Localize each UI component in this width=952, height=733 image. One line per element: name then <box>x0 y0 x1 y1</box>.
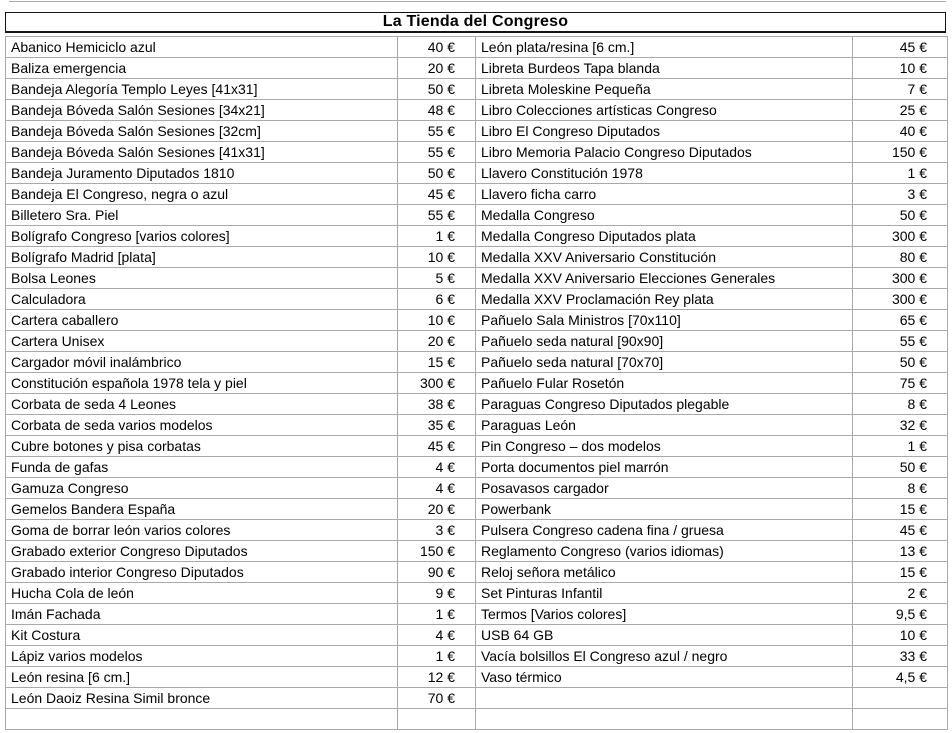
item-name-cell: Hucha Cola de león <box>6 583 398 604</box>
item-price-cell: 3 € <box>853 184 948 205</box>
table-row <box>6 520 948 541</box>
item-price-cell: 50 € <box>853 205 948 226</box>
table-row <box>6 541 948 562</box>
item-name-cell: Paraguas León <box>476 415 853 436</box>
item-name-cell: USB 64 GB <box>476 625 853 646</box>
item-price-cell: 4,5 € <box>853 667 948 688</box>
table-row <box>6 373 948 394</box>
item-name-cell <box>6 709 398 730</box>
item-price-cell: 35 € <box>398 415 476 436</box>
item-price-cell: 1 € <box>398 646 476 667</box>
table-row <box>6 268 948 289</box>
item-price-cell: 4 € <box>398 625 476 646</box>
item-price-cell: 300 € <box>853 226 948 247</box>
table-row <box>6 688 948 709</box>
table-row <box>6 310 948 331</box>
table-row <box>6 79 948 100</box>
item-price-cell: 65 € <box>853 310 948 331</box>
item-price-cell: 20 € <box>398 499 476 520</box>
table-row <box>6 499 948 520</box>
table-row <box>6 247 948 268</box>
item-price-cell: 45 € <box>398 184 476 205</box>
table-row <box>6 436 948 457</box>
item-name-cell: Bandeja Bóveda Salón Sesiones [32cm] <box>6 121 398 142</box>
item-name-cell: Medalla Congreso Diputados plata <box>476 226 853 247</box>
item-price-cell: 40 € <box>398 37 476 58</box>
item-price-cell: 45 € <box>398 436 476 457</box>
item-price-cell: 9,5 € <box>853 604 948 625</box>
item-price-cell: 50 € <box>398 163 476 184</box>
item-name-cell: Pañuelo Sala Ministros [70x110] <box>476 310 853 331</box>
item-name-cell: Reloj señora metálico <box>476 562 853 583</box>
item-name-cell: Pin Congreso – dos modelos <box>476 436 853 457</box>
table-row <box>6 394 948 415</box>
item-name-cell: Constitución española 1978 tela y piel <box>6 373 398 394</box>
item-name-cell: Corbata de seda 4 Leones <box>6 394 398 415</box>
item-price-cell <box>398 709 476 730</box>
table-row <box>6 625 948 646</box>
item-price-cell: 38 € <box>398 394 476 415</box>
item-name-cell: Funda de gafas <box>6 457 398 478</box>
table-row <box>6 184 948 205</box>
item-name-cell: Bandeja Bóveda Salón Sesiones [34x21] <box>6 100 398 121</box>
item-name-cell: Corbata de seda varios modelos <box>6 415 398 436</box>
item-price-cell: 150 € <box>853 142 948 163</box>
item-name-cell: Lápiz varios modelos <box>6 646 398 667</box>
price-table-body <box>6 37 948 730</box>
item-price-cell: 300 € <box>398 373 476 394</box>
item-name-cell: Llavero Constitución 1978 <box>476 163 853 184</box>
item-price-cell: 15 € <box>398 352 476 373</box>
item-price-cell: 10 € <box>398 247 476 268</box>
item-name-cell: Pañuelo Fular Rosetón <box>476 373 853 394</box>
table-row <box>6 604 948 625</box>
item-name-cell: Vaso térmico <box>476 667 853 688</box>
table-row <box>6 583 948 604</box>
item-name-cell: Pañuelo seda natural [70x70] <box>476 352 853 373</box>
item-price-cell: 33 € <box>853 646 948 667</box>
item-name-cell: Bandeja Alegoría Templo Leyes [41x31] <box>6 79 398 100</box>
item-price-cell <box>853 688 948 709</box>
item-name-cell: Gemelos Bandera España <box>6 499 398 520</box>
item-name-cell: Termos [Varios colores] <box>476 604 853 625</box>
table-row <box>6 709 948 730</box>
table-row <box>6 415 948 436</box>
item-price-cell: 4 € <box>398 457 476 478</box>
item-price-cell: 48 € <box>398 100 476 121</box>
item-name-cell: Cargador móvil inalámbrico <box>6 352 398 373</box>
item-name-cell: Bolígrafo Madrid [plata] <box>6 247 398 268</box>
item-name-cell: Baliza emergencia <box>6 58 398 79</box>
item-name-cell: Libreta Burdeos Tapa blanda <box>476 58 853 79</box>
item-price-cell: 50 € <box>853 457 948 478</box>
item-name-cell: Cubre botones y pisa corbatas <box>6 436 398 457</box>
item-name-cell: Cartera Unisex <box>6 331 398 352</box>
item-price-cell: 13 € <box>853 541 948 562</box>
item-price-cell: 45 € <box>853 520 948 541</box>
item-name-cell: León resina [6 cm.] <box>6 667 398 688</box>
item-price-cell: 20 € <box>398 58 476 79</box>
item-name-cell: Reglamento Congreso (varios idiomas) <box>476 541 853 562</box>
table-row <box>6 352 948 373</box>
item-name-cell: Powerbank <box>476 499 853 520</box>
item-price-cell: 1 € <box>853 436 948 457</box>
item-name-cell: Bolsa Leones <box>6 268 398 289</box>
item-name-cell: Goma de borrar león varios colores <box>6 520 398 541</box>
item-name-cell: Grabado interior Congreso Diputados <box>6 562 398 583</box>
item-price-cell: 80 € <box>853 247 948 268</box>
item-name-cell: Medalla XXV Aniversario Constitución <box>476 247 853 268</box>
price-table <box>5 36 948 730</box>
item-price-cell: 10 € <box>853 58 948 79</box>
item-price-cell: 70 € <box>398 688 476 709</box>
item-name-cell: Medalla Congreso <box>476 205 853 226</box>
item-price-cell: 3 € <box>398 520 476 541</box>
item-name-cell <box>476 688 853 709</box>
item-price-cell: 8 € <box>853 478 948 499</box>
table-row <box>6 121 948 142</box>
item-name-cell: León Daoiz Resina Simil bronce <box>6 688 398 709</box>
item-name-cell: Medalla XXV Aniversario Elecciones Generales <box>476 268 853 289</box>
item-price-cell: 55 € <box>398 205 476 226</box>
item-name-cell: Kit Costura <box>6 625 398 646</box>
item-price-cell: 55 € <box>398 121 476 142</box>
item-price-cell: 90 € <box>398 562 476 583</box>
item-price-cell: 45 € <box>853 37 948 58</box>
page-title: La Tienda del Congreso <box>5 12 946 33</box>
item-price-cell: 2 € <box>853 583 948 604</box>
item-price-cell: 50 € <box>398 79 476 100</box>
item-name-cell: Bandeja Bóveda Salón Sesiones [41x31] <box>6 142 398 163</box>
item-price-cell: 150 € <box>398 541 476 562</box>
table-row <box>6 331 948 352</box>
item-name-cell <box>476 709 853 730</box>
item-price-cell: 15 € <box>853 499 948 520</box>
item-price-cell: 32 € <box>853 415 948 436</box>
item-name-cell: Imán Fachada <box>6 604 398 625</box>
item-name-cell: Libro Memoria Palacio Congreso Diputados <box>476 142 853 163</box>
item-price-cell: 1 € <box>398 226 476 247</box>
item-name-cell: León plata/resina [6 cm.] <box>476 37 853 58</box>
table-row <box>6 457 948 478</box>
item-name-cell: Calculadora <box>6 289 398 310</box>
item-price-cell: 5 € <box>398 268 476 289</box>
item-name-cell: Porta documentos piel marrón <box>476 457 853 478</box>
item-price-cell: 25 € <box>853 100 948 121</box>
item-price-cell: 55 € <box>853 331 948 352</box>
item-name-cell: Vacía bolsillos El Congreso azul / negro <box>476 646 853 667</box>
item-name-cell: Medalla XXV Proclamación Rey plata <box>476 289 853 310</box>
item-name-cell: Pañuelo seda natural [90x90] <box>476 331 853 352</box>
item-price-cell: 10 € <box>398 310 476 331</box>
table-row <box>6 562 948 583</box>
item-price-cell: 6 € <box>398 289 476 310</box>
item-name-cell: Bolígrafo Congreso [varios colores] <box>6 226 398 247</box>
item-price-cell: 50 € <box>853 352 948 373</box>
table-row <box>6 37 948 58</box>
table-row <box>6 205 948 226</box>
item-name-cell: Libreta Moleskine Pequeña <box>476 79 853 100</box>
item-price-cell: 20 € <box>398 331 476 352</box>
item-name-cell: Libro Colecciones artísticas Congreso <box>476 100 853 121</box>
item-price-cell: 75 € <box>853 373 948 394</box>
item-name-cell: Billetero Sra. Piel <box>6 205 398 226</box>
page-top-rule <box>9 1 946 2</box>
table-row <box>6 667 948 688</box>
table-row <box>6 58 948 79</box>
table-row <box>6 100 948 121</box>
item-name-cell: Paraguas Congreso Diputados plegable <box>476 394 853 415</box>
item-name-cell: Set Pinturas Infantil <box>476 583 853 604</box>
item-price-cell: 9 € <box>398 583 476 604</box>
table-row <box>6 289 948 310</box>
table-row <box>6 226 948 247</box>
item-price-cell: 7 € <box>853 79 948 100</box>
item-name-cell: Bandeja El Congreso, negra o azul <box>6 184 398 205</box>
table-row <box>6 478 948 499</box>
item-price-cell: 4 € <box>398 478 476 499</box>
item-price-cell: 1 € <box>853 163 948 184</box>
item-price-cell: 15 € <box>853 562 948 583</box>
item-price-cell: 12 € <box>398 667 476 688</box>
item-price-cell: 55 € <box>398 142 476 163</box>
item-name-cell: Posavasos cargador <box>476 478 853 499</box>
item-price-cell: 300 € <box>853 268 948 289</box>
item-price-cell: 40 € <box>853 121 948 142</box>
item-price-cell: 10 € <box>853 625 948 646</box>
item-price-cell <box>853 709 948 730</box>
table-row <box>6 163 948 184</box>
item-name-cell: Abanico Hemiciclo azul <box>6 37 398 58</box>
item-price-cell: 1 € <box>398 604 476 625</box>
item-price-cell: 300 € <box>853 289 948 310</box>
item-name-cell: Bandeja Juramento Diputados 1810 <box>6 163 398 184</box>
item-name-cell: Cartera caballero <box>6 310 398 331</box>
table-row <box>6 142 948 163</box>
item-name-cell: Grabado exterior Congreso Diputados <box>6 541 398 562</box>
item-name-cell: Libro El Congreso Diputados <box>476 121 853 142</box>
item-name-cell: Pulsera Congreso cadena fina / gruesa <box>476 520 853 541</box>
item-price-cell: 8 € <box>853 394 948 415</box>
item-name-cell: Llavero ficha carro <box>476 184 853 205</box>
item-name-cell: Gamuza Congreso <box>6 478 398 499</box>
table-row <box>6 646 948 667</box>
